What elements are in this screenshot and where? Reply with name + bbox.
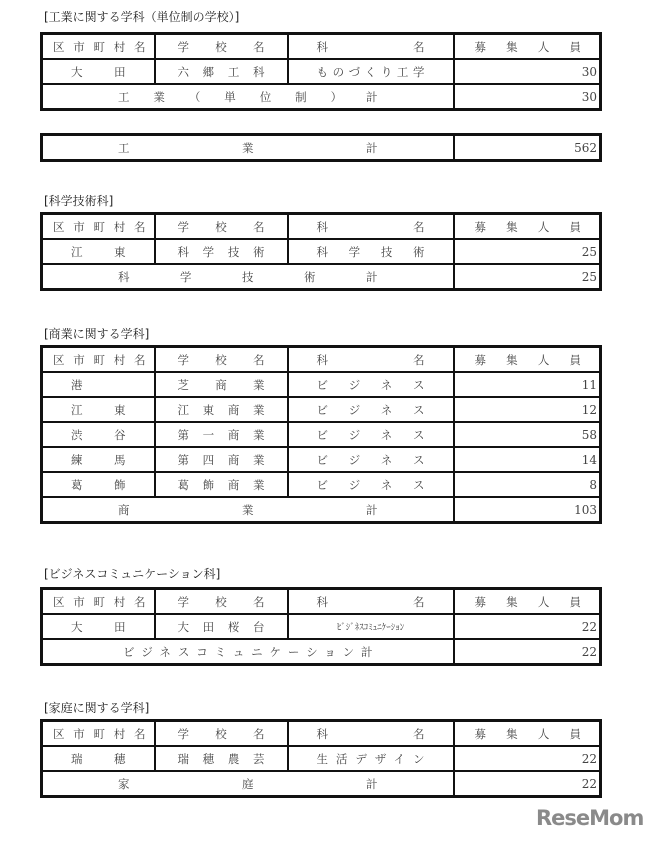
- column-header: 区市町村名: [42, 589, 155, 615]
- column-header: 科名: [288, 34, 454, 60]
- enrollment-table: [40, 133, 602, 162]
- table-row: [42, 746, 601, 771]
- cell: ﾋﾞｼﾞﾈｽｺﾐｭﾆｹｰｼｮﾝ: [288, 614, 454, 639]
- enrollment-count: 11: [454, 372, 601, 397]
- column-header: 学校名: [155, 347, 288, 373]
- column-header: 区市町村名: [42, 34, 155, 60]
- cell: 生活デザイン: [288, 746, 454, 771]
- cell: 芝商業: [155, 372, 288, 397]
- cell: 練馬: [42, 447, 155, 472]
- cell: 葛飾: [42, 472, 155, 497]
- enrollment-count: 30: [454, 59, 601, 84]
- table-row: [42, 472, 601, 497]
- cell: ビジネス: [288, 447, 454, 472]
- enrollment-count: 25: [454, 239, 601, 264]
- cell: 大田: [42, 59, 155, 84]
- total-row: [42, 264, 601, 290]
- column-header: 募集人員: [454, 589, 601, 615]
- column-header: 区市町村名: [42, 721, 155, 747]
- total-value: 22: [454, 771, 601, 797]
- header-row: [42, 34, 601, 60]
- total-label: 科学技術計: [42, 264, 454, 290]
- total-label: 工業（単位制）計: [42, 84, 454, 110]
- header-row: [42, 721, 601, 747]
- cell: ビジネス: [288, 472, 454, 497]
- total-row: [42, 497, 601, 523]
- table-row: [42, 397, 601, 422]
- total-row: [42, 771, 601, 797]
- cell: 大田桜台: [155, 614, 288, 639]
- table-row: [42, 239, 601, 264]
- header-row: [42, 589, 601, 615]
- total-value: 30: [454, 84, 601, 110]
- enrollment-count: 58: [454, 422, 601, 447]
- cell: 瑞穂: [42, 746, 155, 771]
- column-header: 科名: [288, 214, 454, 240]
- total-value: 562: [454, 135, 601, 161]
- total-label: 商業計: [42, 497, 454, 523]
- resemom-logo: ReseMom: [536, 806, 644, 830]
- section-title: [科学技術科]: [44, 194, 114, 208]
- column-header: 学校名: [155, 34, 288, 60]
- cell: ビジネス: [288, 372, 454, 397]
- cell: ビジネス: [288, 397, 454, 422]
- enrollment-count: 12: [454, 397, 601, 422]
- cell: 葛飾商業: [155, 472, 288, 497]
- total-label: 工業計: [42, 135, 454, 161]
- cell: ビジネス: [288, 422, 454, 447]
- cell: 六郷工科: [155, 59, 288, 84]
- cell: 江東: [42, 239, 155, 264]
- cell: 江東: [42, 397, 155, 422]
- table-row: [42, 422, 601, 447]
- column-header: 区市町村名: [42, 214, 155, 240]
- total-row: [42, 135, 601, 161]
- column-header: 科名: [288, 721, 454, 747]
- section-title: [商業に関する学科]: [44, 327, 150, 341]
- enrollment-count: 22: [454, 746, 601, 771]
- cell: 科学技術: [155, 239, 288, 264]
- enrollment-table: [40, 212, 602, 291]
- column-header: 募集人員: [454, 214, 601, 240]
- column-header: 募集人員: [454, 347, 601, 373]
- cell: 渋谷: [42, 422, 155, 447]
- cell: 港: [42, 372, 155, 397]
- table-row: [42, 447, 601, 472]
- enrollment-table: [40, 345, 602, 524]
- enrollment-count: 8: [454, 472, 601, 497]
- column-header: 学校名: [155, 721, 288, 747]
- total-label: ビジネスコミュニケーション計: [42, 639, 454, 665]
- total-row: [42, 84, 601, 110]
- total-value: 22: [454, 639, 601, 665]
- column-header: 学校名: [155, 214, 288, 240]
- column-header: 募集人員: [454, 34, 601, 60]
- header-row: [42, 347, 601, 373]
- total-label: 家庭計: [42, 771, 454, 797]
- cell: 科学技術: [288, 239, 454, 264]
- total-value: 25: [454, 264, 601, 290]
- total-value: 103: [454, 497, 601, 523]
- enrollment-count: 22: [454, 614, 601, 639]
- column-header: 区市町村名: [42, 347, 155, 373]
- column-header: 募集人員: [454, 721, 601, 747]
- table-row: [42, 372, 601, 397]
- section-title: [工業に関する学科（単位制の学校）]: [44, 10, 240, 24]
- enrollment-count: 14: [454, 447, 601, 472]
- cell: 江東商業: [155, 397, 288, 422]
- section-title: [家庭に関する学科]: [44, 701, 150, 715]
- enrollment-table: [40, 719, 602, 798]
- section-title: [ビジネスコミュニケーション科]: [44, 567, 221, 581]
- table-row: [42, 59, 601, 84]
- column-header: 学校名: [155, 589, 288, 615]
- cell: 瑞穂農芸: [155, 746, 288, 771]
- enrollment-table: [40, 587, 602, 666]
- column-header: 科名: [288, 589, 454, 615]
- header-row: [42, 214, 601, 240]
- cell: ものづくり工学: [288, 59, 454, 84]
- enrollment-table: [40, 32, 602, 111]
- cell: 第四商業: [155, 447, 288, 472]
- table-row: [42, 614, 601, 639]
- cell: 大田: [42, 614, 155, 639]
- total-row: [42, 639, 601, 665]
- column-header: 科名: [288, 347, 454, 373]
- cell: 第一商業: [155, 422, 288, 447]
